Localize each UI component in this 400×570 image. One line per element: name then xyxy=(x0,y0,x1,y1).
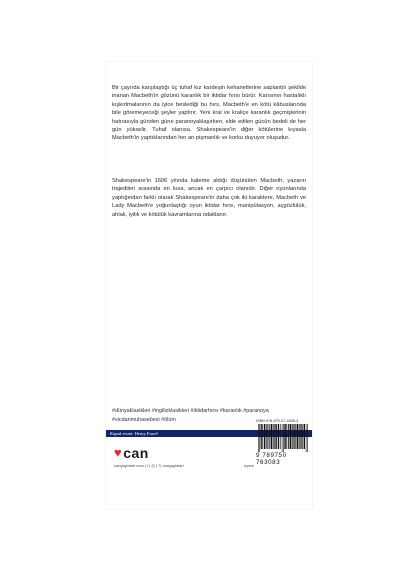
cover-credit-text: Kapak resmi: Henry Fuseli xyxy=(110,430,158,436)
publisher-name: can xyxy=(123,445,149,461)
isbn-label: ISBN 978-975-07-4308-3 xyxy=(256,419,299,423)
blurb-paragraph-2: Shakespeare'in 1606 yılında kaleme aldığı düşünülen Macbeth, yazarın trajedileri arasında en kısa, ancak en çarpıcı olanıdır. Diğer oyunlarında yaptığından farklı olarak Shakespeare'in daha çok iki karaktere, Macbeth ve Lady Macbeth'e yoğunlaştığı oyun iktidar hırsı, manipülasyon, açgözlülük, ahlak, iyilik ve kötülük kavramlarına odaklanır. xyxy=(112,178,306,218)
publisher-social-links: canyayinlari.com | f | ◎ | 𝕏 canyayinlari xyxy=(114,463,184,468)
barcode-digits: 9 789750 763083 xyxy=(256,452,287,466)
heart-icon: ♥ xyxy=(114,445,123,460)
hashtags: #dünyaklasikleri #ingilizklasikleri #iktidarhırsı #karanlık #paranoya #vicdanmuhasebesi #ölüm xyxy=(112,408,269,423)
price-label: eyam xyxy=(244,463,254,468)
barcode-bars xyxy=(258,424,308,452)
publisher-logo xyxy=(114,446,149,460)
book-back-cover xyxy=(106,62,312,509)
blurb-paragraph-1: Bir çayırda karşılaştığı üç tuhaf kız kardeşin kehanetlerine saplantılı şekilde inanan Macbeth'in gözünü karanlık bir iktidar hırsı bürür. Karısının hastalıklı kışkırtmalarının da iyice beslediği bu hırs, Macbeth'e en kötü kâbuslarında bile göremeyeceği şeyler yaptırır. Yeni kral ve kraliçe karanlık geçmişlerinin hatırasıyla günden güne paranoyaklaşırken, elde edilen gücün bedeli de her gün yükselir. Tuhaf olanısa, Shakespeare'in diğer kötülerine kıyasla Macbeth'in yaptıklarından her an pişmanlık ve korku duyuyor oluşudur. xyxy=(112,85,306,142)
isbn-barcode xyxy=(256,419,310,466)
